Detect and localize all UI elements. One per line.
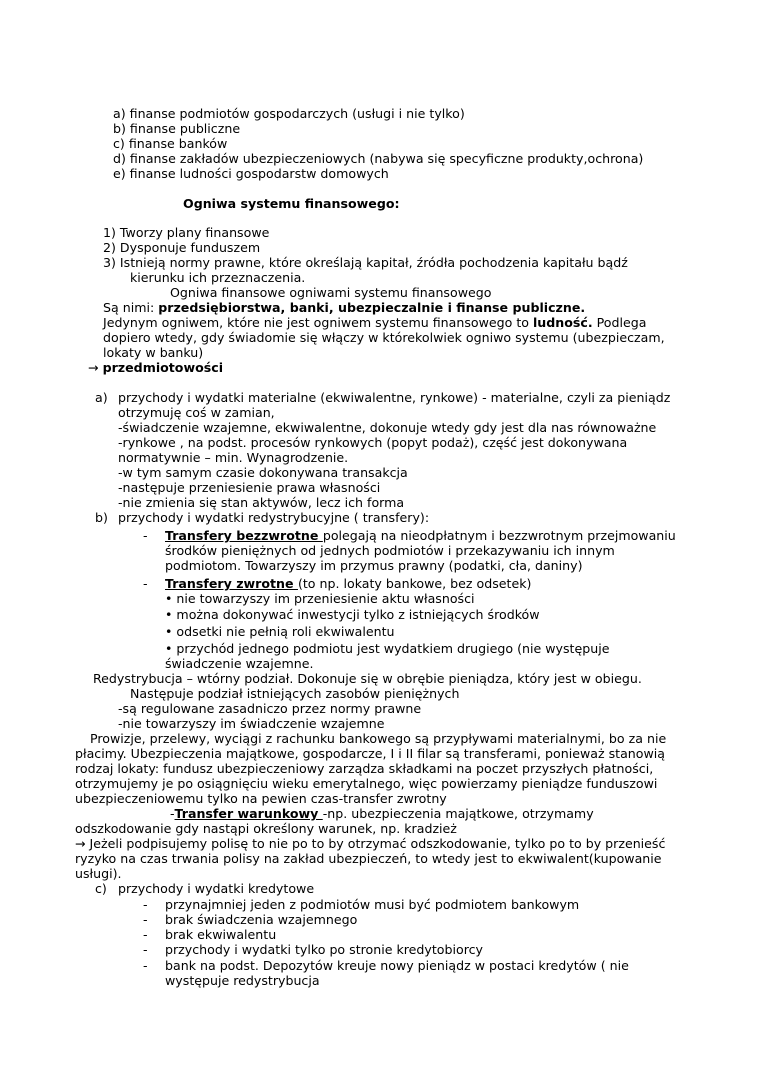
list2-item-3: 3) Istnieją normy prawne, które określają kapitał, źródła pochodzenia kapitału bądź [103, 255, 628, 270]
zwrotne-dash: - [143, 576, 148, 591]
sec-c-item: brak ekwiwalentu [165, 927, 277, 942]
jedynym-line [103, 315, 646, 330]
bullet-item: • można dokonywać inwestycji tylko z istniejących środków [165, 607, 540, 622]
prowizje-line: rodzaj lokaty: fundusz ubezpieczeniowy zarządza składkami na poczet przyszłych płatności, [75, 761, 654, 776]
bezzwrotne-label: Transfery bezzwrotne [165, 528, 323, 543]
zwrotne-line [165, 576, 531, 591]
sec-c-marker: c) [95, 881, 107, 896]
warunkowy-cont: odszkodowanie gdy nastąpi określony warunek, np. kradzież [75, 821, 457, 836]
lokaty-line: lokaty w banku) [103, 345, 204, 360]
sec-a-line: normatywnie – min. Wynagrodzenie. [118, 450, 349, 465]
redystrybucja-line: Następuje podział istniejących zasobów pieniężnych [130, 686, 460, 701]
dash: - [143, 897, 148, 912]
list2-item-3-cont: kierunku ich przeznaczenia. [130, 270, 306, 285]
sec-a-line: -nie zmienia się stan aktywów, lecz ich forma [118, 495, 405, 510]
ogniwa-line: Ogniwa finansowe ogniwami systemu finansowego [170, 285, 492, 300]
warunkowy-dash: - [170, 806, 175, 821]
dash: - [143, 958, 148, 973]
sec-a-line: -świadczenie wzajemne, ekwiwalentne, dokonuje wtedy gdy jest dla nas równoważne [118, 420, 657, 435]
prowizje-line: otrzymujemy je po osiągnięciu wieku emerytalnego, więc powierzamy pieniądze funduszowi [75, 776, 658, 791]
jezeli-line: usługi). [75, 866, 122, 881]
list1-item-d: d) finanse zakładów ubezpieczeniowych (nabywa się specyficzne produkty,ochrona) [113, 151, 644, 166]
list2-item-1: 1) Tworzy plany finansowe [103, 225, 270, 240]
sec-b-marker: b) [95, 510, 108, 525]
list2-item-2: 2) Dysponuje funduszem [103, 240, 261, 255]
sec-c-item-cont: występuje redystrybucja [165, 973, 320, 988]
redystrybucja-line: -nie towarzyszy im świadczenie wzajemne [118, 716, 385, 731]
bezzwrotne-cont: środków pieniężnych od jednych podmiotów i przekazywaniu ich innym [165, 543, 615, 558]
warunkowy-label: Transfer warunkowy [174, 806, 323, 821]
sec-a-marker: a) [95, 390, 108, 405]
dash: - [143, 942, 148, 957]
warunkowy-line [170, 806, 594, 821]
sec-a-line: -następuje przeniesienie prawa własności [118, 480, 381, 495]
jezeli-line: ryzyko na czas trwania polisy na zakład ubezpieczeń, to wtedy jest to ekwiwalent(kupowanie [75, 851, 662, 866]
redystrybucja-line: Redystrybucja – wtórny podział. Dokonuje się w obrębie pieniądza, który jest w obiegu. [93, 671, 642, 686]
bezzwrotne-cont: podmiotom. Towarzyszy im przymus prawny (podatki, cła, daniny) [165, 558, 583, 573]
dash: - [143, 912, 148, 927]
prowizje-line: ubezpieczeniowemu tylko na pewien czas-transfer zwrotny [75, 791, 447, 806]
section-heading: Ogniwa systemu finansowego: [183, 196, 400, 211]
list1-item-b: b) finanse publiczne [113, 121, 241, 136]
zwrotne-label: Transfery zwrotne [165, 576, 298, 591]
bezzwrotne-line [165, 528, 676, 543]
sa-nimi-bold: przedsiębiorstwa, banki, ubezpieczalnie i finanse publiczne. [158, 300, 586, 315]
bezzwrotne-rest: polegają na nieodpłatnym i bezzwrotnym przejmowaniu [322, 528, 676, 543]
jedynym-suffix: Podlega [592, 315, 647, 330]
sec-c-item: bank na podst. Depozytów kreuje nowy pieniądz w postaci kredytów ( nie [165, 958, 629, 973]
bullet-item: • przychód jednego podmiotu jest wydatkiem drugiego (nie występuje [165, 641, 610, 656]
redystrybucja-line: -są regulowane zasadniczo przez normy prawne [118, 701, 422, 716]
sec-b-title: przychody i wydatki redystrybucyjne ( transfery): [118, 510, 430, 525]
przedmiotowosci-label: przedmiotowości [102, 360, 224, 375]
sec-a-line: otrzymuję coś w zamian, [118, 405, 275, 420]
sec-c-title: przychody i wydatki kredytowe [118, 881, 315, 896]
dash: - [143, 927, 148, 942]
bezzwrotne-dash: - [143, 528, 148, 543]
sec-c-item: brak świadczenia wzajemnego [165, 912, 358, 927]
sa-nimi-line [103, 300, 585, 315]
warunkowy-rest: -np. ubezpieczenia majątkowe, otrzymamy [322, 806, 594, 821]
jedynym-bold: ludność. [532, 315, 593, 330]
arrow-icon: → [88, 360, 99, 375]
bullet-item: • odsetki nie pełnią roli ekwiwalentu [165, 624, 395, 639]
bullet-item: • nie towarzyszy im przeniesienie aktu własności [165, 591, 475, 606]
list1-item-a: a) finanse podmiotów gospodarczych (usługi i nie tylko) [113, 106, 465, 121]
bullet-item-cont: świadczenie wzajemne. [165, 656, 314, 671]
sec-a-line: -rynkowe , na podst. procesów rynkowych (popyt podaż), część jest dokonywana [118, 435, 628, 450]
dopiero-line: dopiero wtedy, gdy świadomie się włączy w którekolwiek ogniwo systemu (ubezpieczam, [103, 330, 665, 345]
list1-item-c: c) finanse banków [113, 136, 228, 151]
przedmiotowosci-line [88, 360, 223, 375]
jedynym-prefix: Jedynym ogniwem, które nie jest ogniwem systemu finansowego to [103, 315, 533, 330]
list1-item-e: e) finanse ludności gospodarstw domowych [113, 166, 389, 181]
prowizje-line: Prowizje, przelewy, wyciągi z rachunku bankowego są przypływami materialnymi, bo za nie [90, 731, 667, 746]
sec-c-item: przychody i wydatki tylko po stronie kredytobiorcy [165, 942, 483, 957]
sec-c-item: przynajmniej jeden z podmiotów musi być podmiotem bankowym [165, 897, 580, 912]
zwrotne-rest: (to np. lokaty bankowe, bez odsetek) [297, 576, 532, 591]
sec-a-line: -w tym samym czasie dokonywana transakcja [118, 465, 408, 480]
jezeli-line: → Jeżeli podpisujemy polisę to nie po to by otrzymać odszkodowanie, tylko po to by przenieść [75, 836, 666, 851]
prowizje-line: płacimy. Ubezpieczenia majątkowe, gospodarcze, I i II filar są transferami, ponieważ stanowią [75, 746, 666, 761]
sa-nimi-prefix: Są nimi: [103, 300, 159, 315]
sec-a-line: przychody i wydatki materialne (ekwiwalentne, rynkowe) - materialne, czyli za pieniądz [118, 390, 671, 405]
